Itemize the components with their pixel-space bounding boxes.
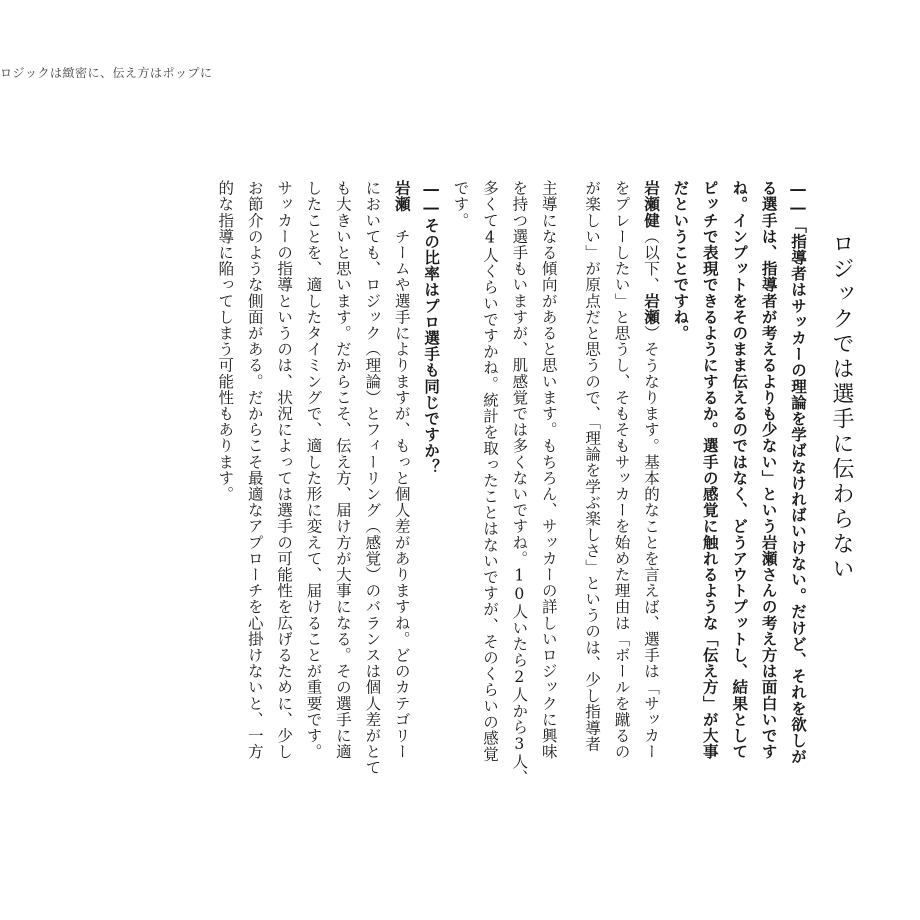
line-text: だということですね。 <box>671 180 690 341</box>
answer-line <box>504 180 533 800</box>
line-text: 的な指導に陥ってしまう可能性もあります。 <box>216 180 235 502</box>
answer-line <box>239 180 268 800</box>
answer-line <box>328 180 357 800</box>
answer-line <box>298 180 327 800</box>
line-text: ――その比率はプロ選手も同じですか？ <box>422 180 441 475</box>
line-text: を持つ選手もいますが、肌感覚では多くないですね。10人いたら2人から3人、 <box>510 180 529 786</box>
line-text: においても、ロジック（理論）とフィーリング（感覚）のバランスは個人差がとて <box>363 180 382 776</box>
line-text: チームや選手によりますが、もっと個人差がありますね。どのカテゴリー <box>392 212 411 760</box>
running-head: ロジックは緻密に、伝え方はポップに <box>0 66 213 80</box>
answer-line <box>475 180 504 800</box>
interviewer-question-line <box>724 180 753 800</box>
line-text: 多くて4人くらいですかね。統計を取ったことはないですが、そのくらいの感覚 <box>480 180 499 763</box>
interviewer-question-line <box>783 180 812 800</box>
line-text: が楽しい」が原点だと思うので、「理論を学ぶ楽しさ」というのは、少し指導者 <box>583 180 602 752</box>
answer-line <box>357 180 386 800</box>
line-text: サッカーの指導というのは、状況によっては選手の可能性を広げるために、少し <box>275 180 294 760</box>
line-text: をプレーしたい」と思うし、そもそもサッカーを始めた理由は「ボールを蹴るの <box>612 180 631 760</box>
speaker-name: 岩瀬 <box>392 180 411 213</box>
answer-line <box>577 180 606 800</box>
interviewer-question-line <box>665 180 694 800</box>
speaker-name: 岩瀬健 <box>641 180 660 229</box>
line-text: お節介のような側面がある。だからこそ最適なアプローチを心掛けないと、一方 <box>245 180 264 760</box>
line-text: ね。インプットをそのまま伝えるのではなく、どうアウトプットし、結果として <box>730 180 749 760</box>
chapter-title: ロジックでは選手に伝わらない <box>829 232 854 582</box>
line-text: です。 <box>451 180 470 229</box>
answer-line <box>210 180 239 800</box>
line-text: ピッチで表現できるようにするか。選手の感覚に触れるような「伝え方」が大事 <box>700 180 719 760</box>
answer-line <box>386 180 415 800</box>
line-text: （以下、 <box>641 228 660 293</box>
answer-line <box>269 180 298 800</box>
column-gap <box>563 180 577 800</box>
answer-line <box>445 180 474 800</box>
speaker-abbrev: 岩瀬 <box>641 292 660 325</box>
line-text: 主導になる傾向があると思います。もちろん、サッカーの詳しいロジックに興味 <box>539 180 558 760</box>
interviewer-question-line <box>753 180 782 800</box>
line-text: も大きいと思います。だからこそ、伝え方、届け方が大事になる。その選手に適 <box>333 180 352 760</box>
answer-line <box>636 180 665 800</box>
interviewer-question-line <box>694 180 723 800</box>
line-text: したことを、適したタイミングで、適した形に変えて、届けることが重要です。 <box>304 180 323 760</box>
interviewer-question-line <box>416 180 445 800</box>
answer-line <box>606 180 635 800</box>
answer-line <box>533 180 562 800</box>
line-text-rest: ）そうなります。基本的なことを言えば、選手は「サッカー <box>641 324 660 760</box>
body-text <box>210 180 812 800</box>
line-text: ――「指導者はサッカーの理論を学ばなければいけない。だけど、それを欲しが <box>789 180 807 765</box>
line-text: る選手は、指導者が考えるよりも少ない」という岩瀬さんの考え方は面白いです <box>759 180 778 760</box>
